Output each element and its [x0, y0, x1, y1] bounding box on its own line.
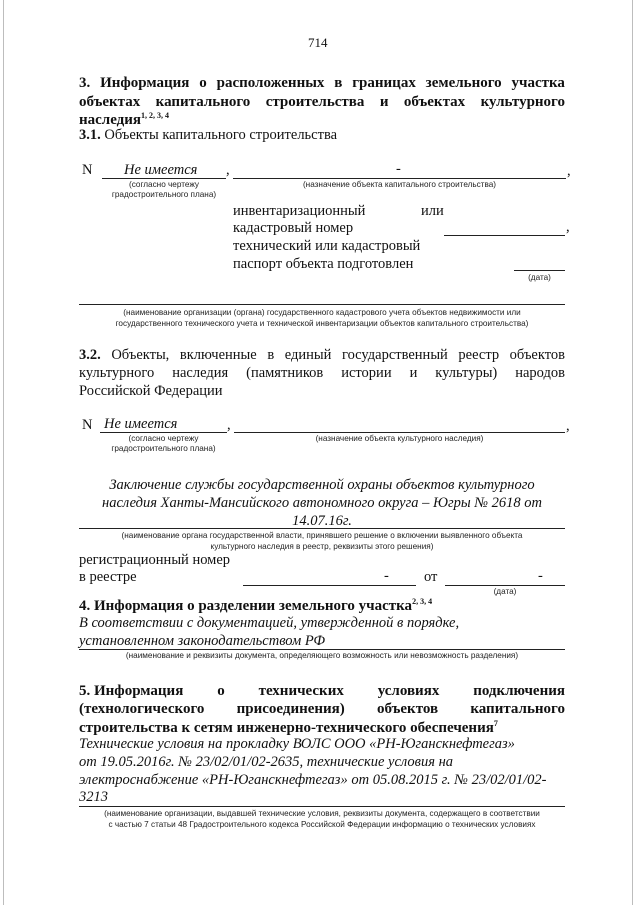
text-word: народов — [515, 365, 565, 381]
caption-line: (наименование органа государственной власти, принявшего решение о включении выявленного объекта — [121, 531, 523, 540]
comma: , — [226, 162, 230, 178]
caption-line: (согласно чертежу — [128, 180, 200, 189]
n-label: N — [82, 417, 93, 433]
subsection-number: 3.1. — [79, 127, 101, 143]
section-3-title-line-1 — [79, 75, 565, 92]
footnote-refs: 2, 3, 4 — [412, 597, 433, 606]
section-5-title-line-2 — [79, 701, 565, 718]
conclusion-line: 14.07.16г. — [292, 513, 352, 529]
title-word: условиях — [377, 683, 440, 699]
section-4-text-2: установленном законодательством РФ — [79, 633, 325, 649]
inventory-label-1b: или — [421, 203, 444, 219]
section-5-text-2: от 19.05.2016г. № 23/02/01/02-2635, технические условия на — [79, 754, 454, 770]
inventory-number-line — [444, 235, 565, 236]
from-label: от — [424, 569, 438, 585]
text-word: государственный — [341, 347, 448, 363]
text-word: Объекты, — [111, 347, 170, 363]
title-word: технических — [258, 683, 344, 699]
registry-date-value: - — [538, 568, 543, 584]
inventory-label-2: кадастровый номер — [233, 220, 354, 236]
n-label: N — [82, 162, 93, 178]
text-word: объектов — [509, 347, 565, 363]
n-value: Не имеется — [104, 416, 178, 432]
text-word: культурного — [79, 365, 155, 381]
title-word: и — [379, 94, 389, 110]
subsection-title: Объекты капитального строительства — [104, 127, 338, 143]
caption-line: государственного технического учета и технической инвентаризации объектов капитального строительства) — [115, 319, 529, 328]
passport-label-2: паспорт объекта подготовлен — [233, 256, 414, 272]
section-5-caption — [79, 808, 565, 830]
registry-date-line — [445, 585, 565, 586]
caption-purpose: (назначение объекта культурного наследия) — [315, 434, 484, 443]
section-5-line — [79, 806, 565, 807]
section-3-title-line-2 — [79, 94, 565, 111]
title-word: присоединения) — [236, 701, 345, 717]
footnote-refs: 7 — [493, 719, 498, 728]
conclusion-line: Заключение службы государственной охраны объектов культурного — [109, 477, 535, 493]
title-word: участка — [511, 75, 565, 91]
text-word: культуры) — [435, 365, 498, 381]
caption-drawing — [102, 180, 226, 200]
title-word: капитального — [155, 94, 251, 110]
title-word: культурного — [480, 94, 565, 110]
text-word: наследия — [172, 365, 229, 381]
title-word: (технологического — [79, 701, 205, 717]
title-word: наследия — [79, 112, 142, 128]
title-word: строительства к сетям инженерно-технического обеспечения — [79, 720, 494, 736]
caption-date: (дата) — [493, 587, 517, 596]
subsection-3-2-line-3: Российской Федерации — [79, 383, 223, 399]
caption-line: (наименование организации (органа) государственного кадастрового учета объектов недвижимости или — [123, 308, 521, 317]
caption-line: культурного наследия в реестр, реквизиты этого решения) — [210, 542, 434, 551]
caption-line: с частью 7 статьи 48 Градостроительного кодекса Российской Федерации информацию о технических условиях — [108, 820, 536, 829]
comma: , — [567, 163, 571, 179]
registry-number-value: - — [384, 568, 389, 584]
section-5-text-1: Технические условия на прокладку ВОЛС ООО «РН-Юганскнефтегаз» — [79, 736, 515, 752]
caption-line: градостроительного плана) — [111, 444, 216, 453]
caption-organ — [79, 530, 565, 552]
title-word: строительства — [265, 94, 365, 110]
section-5-text-3: электроснабжение «РН-Юганскнефтегаз» от 05.08.2015 г. № 23/02/01/02- — [79, 772, 547, 788]
conclusion-text — [79, 476, 565, 530]
caption-line: градостроительного плана) — [111, 190, 217, 199]
title-word: Информация — [100, 75, 190, 91]
caption-purpose: (назначение объекта капитального строительства) — [302, 180, 497, 189]
purpose-underline — [233, 178, 566, 179]
section-5-text-4: 3213 — [79, 789, 108, 805]
caption-organization — [79, 307, 565, 329]
purpose-value: - — [396, 161, 401, 177]
title-word: в — [334, 75, 343, 91]
registry-number-line — [243, 585, 416, 586]
text-word: (памятников — [246, 365, 324, 381]
inventory-label-1a: инвентаризационный — [233, 203, 366, 219]
caption-date: (дата) — [528, 273, 551, 282]
organization-line — [79, 304, 565, 305]
section-5-title-line-1 — [79, 683, 565, 700]
footnote-refs: 1, 2, 3, 4 — [141, 111, 170, 120]
title-word: 3. — [79, 75, 91, 91]
organ-line — [79, 528, 565, 529]
caption-line: (согласно чертежу — [128, 434, 199, 443]
section-4-line — [79, 649, 565, 650]
comma: , — [566, 219, 570, 235]
section-4-title — [79, 597, 432, 615]
conclusion-line: наследия Ханты-Мансийского автономного округа – Югры № 2618 от — [102, 495, 542, 511]
title-word: 5. Информация — [79, 683, 184, 699]
caption-line: (наименование организации, выдавшей технические условия, реквизиты документа, содержащего в соответствии — [104, 809, 540, 818]
title-word: границах — [352, 75, 416, 91]
text-word: истории — [341, 365, 392, 381]
n-value: Не имеется — [124, 162, 198, 178]
n-value-underline — [100, 432, 227, 433]
registry-label-2: в реестре — [79, 569, 137, 585]
title-word: подключения — [473, 683, 565, 699]
comma: , — [566, 418, 570, 434]
title-word: о — [199, 75, 207, 91]
text-word: и — [409, 365, 418, 381]
subsection-3-1 — [79, 127, 337, 144]
text-word: реестр — [458, 347, 500, 363]
text-word: в — [267, 347, 275, 363]
section-5-title-line-3 — [79, 719, 498, 737]
section-title-text: 4. Информация о разделении земельного участка — [79, 598, 413, 614]
page-number: 714 — [308, 35, 328, 50]
passport-label-1: технический или кадастровый — [233, 238, 421, 254]
subsection-3-2-line-1 — [79, 347, 565, 364]
section-4-caption: (наименование и реквизиты документа, определяющего возможность или невозможность разделения) — [125, 651, 519, 660]
title-word: капитального — [470, 701, 565, 717]
text-word: включенные — [179, 347, 257, 363]
caption-drawing — [100, 434, 227, 454]
purpose-underline — [234, 432, 565, 433]
n-value-underline — [102, 178, 226, 179]
title-word: о — [217, 683, 225, 699]
section-4-text-1: В соответствии с документацией, утвержденной в порядке, — [79, 615, 460, 631]
registry-label-1: регистрационный номер — [79, 552, 231, 568]
title-word: объектов — [377, 701, 439, 717]
passport-date-line — [514, 270, 565, 271]
scan-edge-right — [632, 0, 633, 905]
subsection-number: 3.2. — [79, 347, 101, 363]
subsection-3-2-line-2 — [79, 365, 565, 382]
title-word: объектах — [79, 94, 141, 110]
scan-edge-left — [3, 0, 4, 905]
text-word: единый — [284, 347, 332, 363]
title-word: земельного — [425, 75, 502, 91]
comma: , — [227, 417, 231, 433]
title-word: расположенных — [216, 75, 325, 91]
title-word: объектах — [403, 94, 466, 110]
